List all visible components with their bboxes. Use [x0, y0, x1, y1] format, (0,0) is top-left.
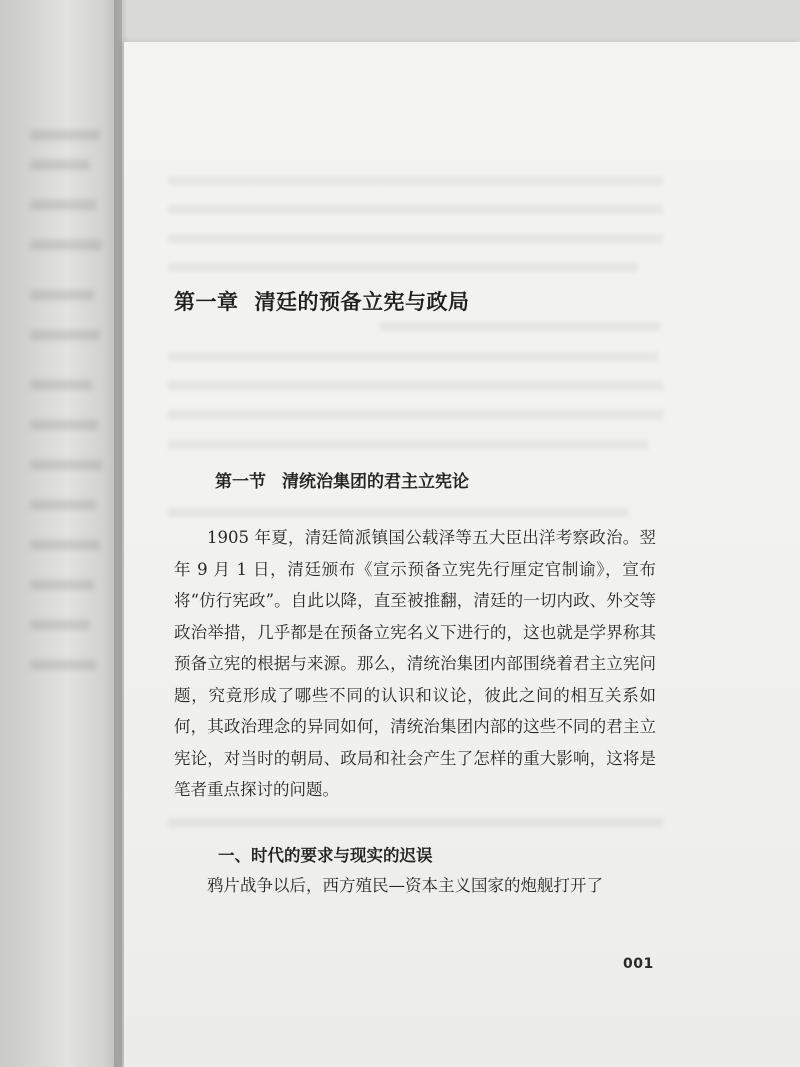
- body-paragraph: 1905 年夏，清廷简派镇国公载泽等五大臣出洋考察政治。翌年 9 月 1 日，清廷颁布《宣示预备立宪先行厘定官制谕》，宣布将“仿行宪政”。自此以降，直至被推翻，清廷的一切内政、外交等政治举措，几乎都是在预备立宪名义下进行的，这也就是学界称其预备立宪的根据与来源。那么，清统治集团内部围绕着君主立宪问题，究竟形成了哪些不同的认识和议论，彼此之间的相互关系如何，其政治理念的异同如何，清统治集团内部的这些不同的君主立宪论，对当时的朝局、政局和社会产生了怎样的重大影响，这将是笔者重点探讨的问题。: [174, 528, 656, 799]
- show-through-line: [168, 381, 663, 390]
- blurred-text-line: [30, 500, 96, 510]
- blurred-text-line: [30, 460, 102, 470]
- blurred-text-line: [30, 580, 94, 590]
- show-through-line: [168, 234, 663, 243]
- show-through-line: [168, 263, 638, 272]
- section-title-text: 清统治集团的君主立宪论: [282, 472, 469, 492]
- page-number: 001: [623, 956, 654, 972]
- section-title: [215, 467, 469, 492]
- chapter-number: 第一章: [174, 289, 239, 314]
- blurred-text-line: [30, 660, 96, 670]
- show-through-line: [168, 508, 628, 517]
- previous-page-edge: [0, 0, 122, 1067]
- subsection-heading: 一、时代的要求与现实的迟误: [218, 846, 433, 865]
- blurred-text-line: [30, 130, 100, 140]
- blurred-text-line: [30, 240, 102, 250]
- blurred-text-line: [30, 420, 98, 430]
- blurred-text-line: [30, 160, 90, 170]
- blurred-text-line: [30, 540, 100, 550]
- section-number: 第一节: [215, 472, 266, 492]
- show-through-line: [168, 205, 663, 214]
- chapter-title-text: 清廷的预备立宪与政局: [254, 289, 470, 314]
- show-through-line: [168, 352, 658, 361]
- blurred-text-line: [30, 200, 96, 210]
- blurred-text-line: [30, 620, 90, 630]
- show-through-line: [168, 176, 663, 185]
- chapter-title: [174, 286, 470, 316]
- show-through-line: [168, 410, 663, 419]
- show-through-line: [380, 322, 660, 331]
- continuation-paragraph: 鸦片战争以后，西方殖民—资本主义国家的炮舰打开了: [207, 876, 603, 895]
- show-through-line: [168, 818, 663, 827]
- blurred-text-line: [30, 330, 100, 340]
- blurred-text-line: [30, 380, 92, 390]
- blurred-text-line: [30, 290, 94, 300]
- show-through-line: [168, 440, 648, 449]
